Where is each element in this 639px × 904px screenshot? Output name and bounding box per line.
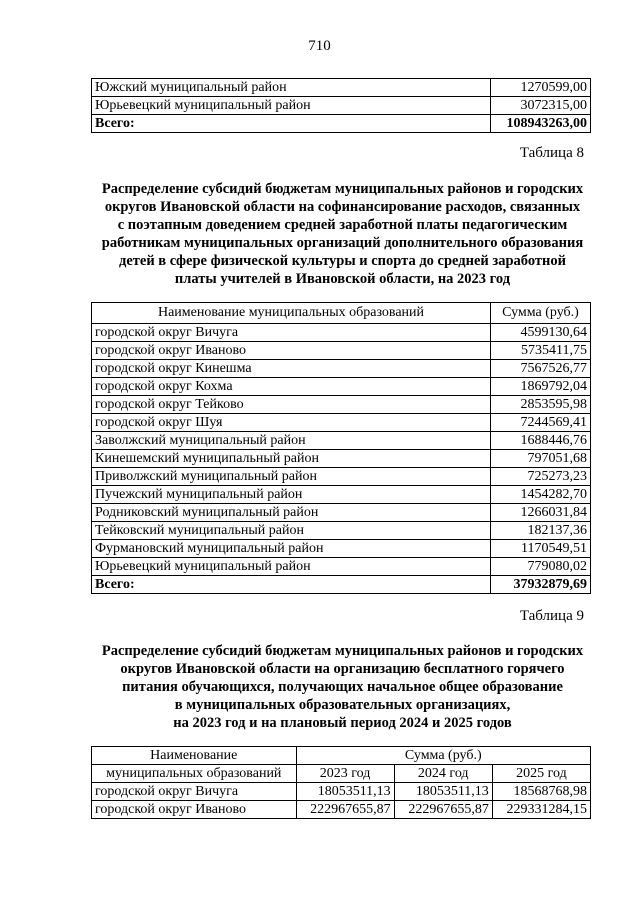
row-name: городской округ Вичуга [92, 324, 491, 342]
table9-caption: Таблица 9 [519, 608, 584, 624]
table-row [92, 450, 591, 468]
row-name: Фурмановский муниципальный район [92, 540, 491, 558]
row-name: Юрьевецкий муниципальный район [92, 97, 491, 115]
title-line: детей в сфере физической культуры и спорта до средней заработной [119, 253, 566, 269]
title-line: платы учителей в Ивановской области, на 2023 год [174, 271, 511, 287]
title-line: питания обучающихся, получающих начальное общее образование [122, 679, 563, 695]
title-line: Распределение субсидий бюджетам муниципальных районов и городских [101, 181, 584, 197]
row-sum: 4599130,64 [491, 324, 591, 342]
row-value: 18568768,98 [492, 783, 590, 801]
page-number: 710 [308, 38, 331, 54]
table-row [92, 378, 591, 396]
table-row [92, 468, 591, 486]
header-sum: Сумма (руб.) [296, 747, 590, 765]
row-sum: 779080,02 [491, 558, 591, 576]
table-row [92, 522, 591, 540]
row-name: городской округ Иваново [92, 801, 297, 819]
row-sum: 1270599,00 [491, 79, 591, 97]
table-row [92, 396, 591, 414]
row-sum: 5735411,75 [491, 342, 591, 360]
table-row [92, 783, 591, 801]
title-line: Распределение субсидий бюджетам муниципальных районов и городских [101, 643, 584, 659]
header-sum: Сумма (руб.) [491, 303, 591, 324]
table-row [92, 504, 591, 522]
total-label: Всего: [92, 115, 491, 133]
table-row [92, 432, 591, 450]
table-header [92, 765, 591, 783]
table-row [92, 558, 591, 576]
row-sum: 7244569,41 [491, 414, 591, 432]
row-name: Пучежский муниципальный район [92, 486, 491, 504]
table-header [92, 747, 591, 765]
total-label: Всего: [92, 576, 491, 594]
table9-title [80, 642, 605, 732]
table8-caption: Таблица 8 [519, 145, 584, 161]
row-value: 222967655,87 [394, 801, 492, 819]
title-line: работникам муниципальных организаций дополнительного образования [101, 235, 584, 251]
title-line: с поэтапным доведением средней заработной платы педагогическим [117, 217, 568, 233]
header-name-line2: муниципальных образований [92, 765, 297, 783]
table-row [92, 79, 591, 97]
total-row [92, 115, 591, 133]
table-row [92, 324, 591, 342]
row-name: городской округ Кохма [92, 378, 491, 396]
row-name: городской округ Иваново [92, 342, 491, 360]
table-header [92, 303, 591, 324]
row-sum: 797051,68 [491, 450, 591, 468]
header-year: 2024 год [394, 765, 492, 783]
total-sum: 108943263,00 [491, 115, 591, 133]
row-name: Юрьевецкий муниципальный район [92, 558, 491, 576]
row-name: городской округ Вичуга [92, 783, 297, 801]
table-row [92, 540, 591, 558]
header-name: Наименование муниципальных образований [92, 303, 491, 324]
table8 [91, 302, 591, 594]
title-line: округов Ивановской области на софинансирование расходов, связанных [104, 199, 581, 215]
row-name: городской округ Шуя [92, 414, 491, 432]
title-line: на 2023 год и на плановый период 2024 и 2025 годов [173, 715, 512, 731]
table-row [92, 360, 591, 378]
row-sum: 2853595,98 [491, 396, 591, 414]
table-previous-continuation [91, 78, 591, 133]
row-value: 222967655,87 [296, 801, 394, 819]
row-value: 18053511,13 [296, 783, 394, 801]
row-name: Заволжский муниципальный район [92, 432, 491, 450]
row-sum: 7567526,77 [491, 360, 591, 378]
table-row [92, 486, 591, 504]
table-row [92, 342, 591, 360]
row-sum: 1266031,84 [491, 504, 591, 522]
row-sum: 182137,36 [491, 522, 591, 540]
total-row [92, 576, 591, 594]
row-sum: 1869792,04 [491, 378, 591, 396]
header-name-line1: Наименование [92, 747, 297, 765]
table8-title [80, 180, 605, 288]
row-sum: 1688446,76 [491, 432, 591, 450]
row-name: Южский муниципальный район [92, 79, 491, 97]
row-sum: 725273,23 [491, 468, 591, 486]
row-name: Тейковский муниципальный район [92, 522, 491, 540]
title-line: округов Ивановской области на организацию бесплатного горячего [120, 661, 565, 677]
row-name: Родниковский муниципальный район [92, 504, 491, 522]
row-sum: 1170549,51 [491, 540, 591, 558]
table9 [91, 746, 591, 819]
row-name: Приволжский муниципальный район [92, 468, 491, 486]
table-row [92, 414, 591, 432]
table-row [92, 801, 591, 819]
table-row [92, 97, 591, 115]
total-sum: 37932879,69 [491, 576, 591, 594]
row-name: городской округ Кинешма [92, 360, 491, 378]
row-value: 229331284,15 [492, 801, 590, 819]
row-value: 18053511,13 [394, 783, 492, 801]
header-year: 2023 год [296, 765, 394, 783]
row-name: городской округ Тейково [92, 396, 491, 414]
header-year: 2025 год [492, 765, 590, 783]
table8-body [92, 324, 591, 576]
row-sum: 3072315,00 [491, 97, 591, 115]
title-line: в муниципальных образовательных организациях, [174, 697, 511, 713]
row-sum: 1454282,70 [491, 486, 591, 504]
row-name: Кинешемский муниципальный район [92, 450, 491, 468]
